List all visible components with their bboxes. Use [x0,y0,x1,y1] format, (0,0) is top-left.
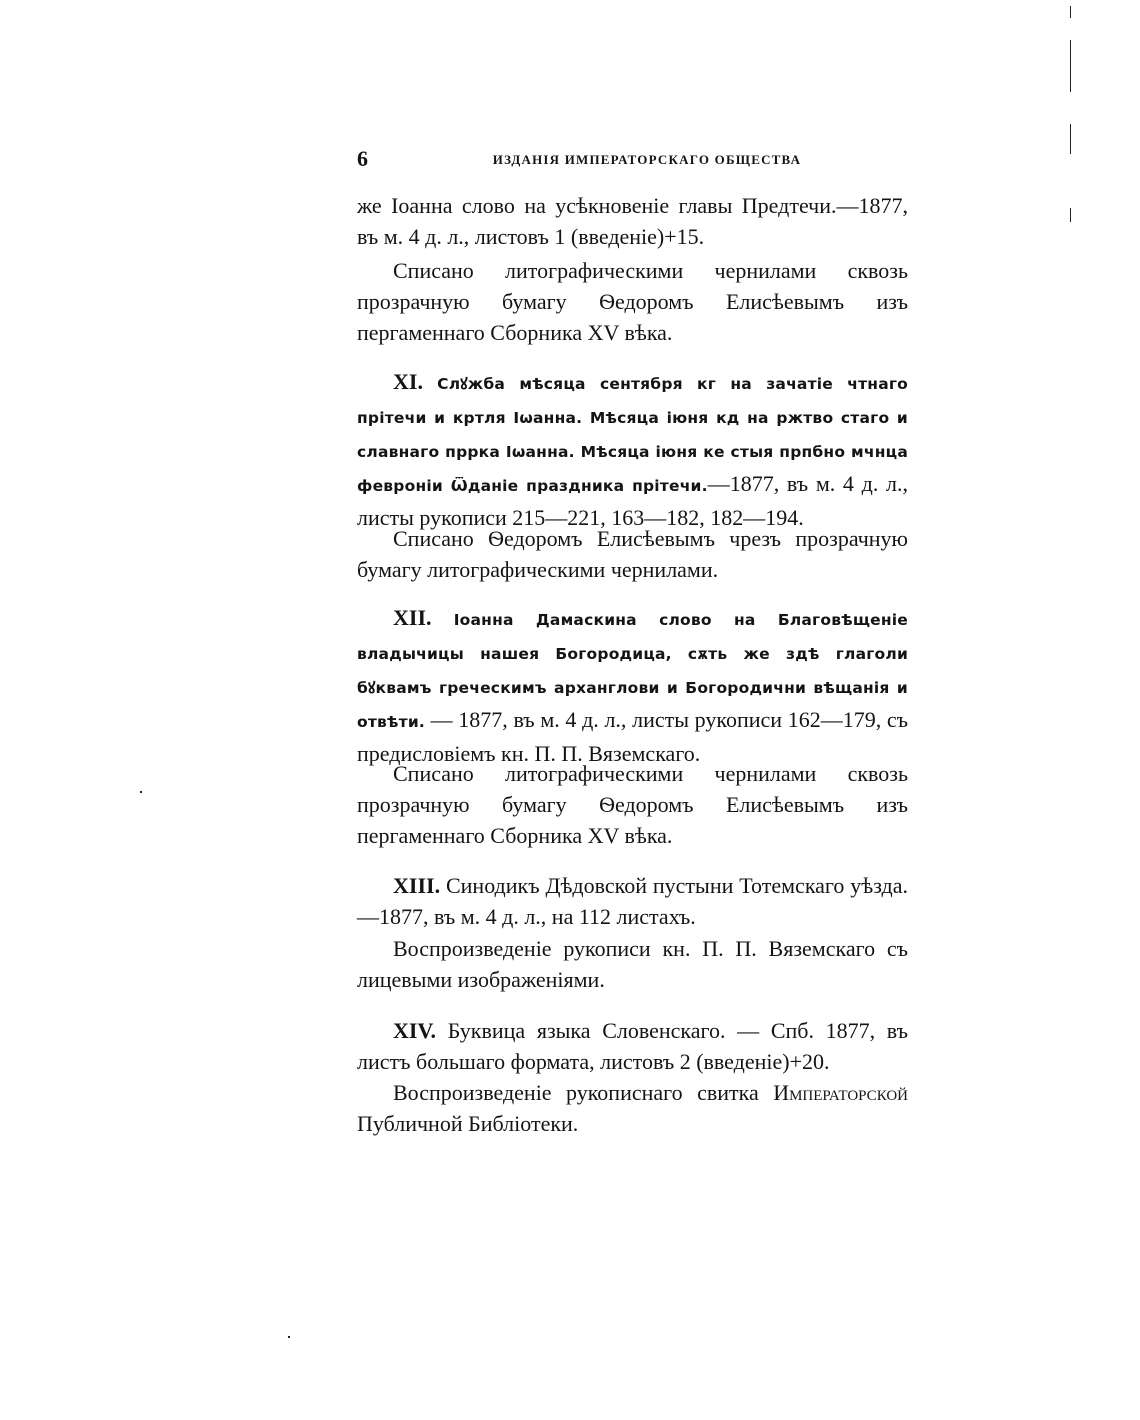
entry-number: XIV. [393,1018,437,1043]
entry-title: Буквица языка Словенскаго. — Спб. 1877, въ листъ большаго формата, листовъ 2 (введеніе)+20. [357,1018,909,1074]
entry-details: —1877, въ м. 4 д. л., листы рукописи 215—221, 163—182, 182—194. [357,471,908,530]
entry-number: XII. [393,605,432,630]
entry-note-text: Воспроизведеніе рукописи кн. П. П. Вяземскаго съ лицевыми изображеніями. [357,936,908,992]
entry-note [357,255,908,348]
entry-note [357,523,908,585]
page-header [357,146,908,176]
entry-continuation [357,190,908,252]
scan-dot [140,791,142,793]
entry-title-church-slavonic: Слꙋжба мѣсяца сентября кг на зачатіе чтнаго прітечи и кртля Іѡанна. Мѣсяца іюня кд на ржтво стаго и славнаго прркa Іѡанна. Мѣсяца іюня ке стыя прпбно мчнца февроніи Ѿданіе праздника прітечи. [357,375,909,495]
entry-title-church-slavonic: Іоанна Дамаскина слово на Благовѣщеніе владычицы нашея Богородица, сѫть же здѣ глаголи бꙋквамъ греческимъ арханглови и Богородични вѣщанія и отвѣти. [357,611,909,731]
page-number: 6 [357,146,368,171]
entry-note-text: Списано литографическими чернилами сквозь прозрачную бумагу Ѳедоромъ Елисѣевымъ изъ пергаменнаго Сборника XV вѣка. [357,258,908,345]
scan-dot [288,1336,290,1338]
entry-details: — 1877, въ м. 4 д. л., листы рукописи 162—179, съ предисловіемъ кн. П. П. Вяземскаго. [357,707,908,766]
running-title: ИЗДАНІЯ ИМПЕРАТОРСКАГО ОБЩЕСТВА [492,152,802,167]
entry-note [357,933,908,995]
entry-note-small-caps: Императорской [773,1080,908,1105]
entry-note [357,758,908,851]
entry-xiv [357,1015,908,1077]
entry-xi [357,366,908,533]
entry-note-text: Списано литографическими чернилами сквозь прозрачную бумагу Ѳедоромъ Елисѣевымъ изъ пергаменнаго Сборника XV вѣка. [357,761,908,848]
entry-xiii [357,870,908,932]
entry-title: Синодикъ Дѣдовской пустыни Тотемскаго уѣзда.—1877, въ м. 4 д. л., на 112 листахъ. [357,873,908,929]
scan-mark [1070,40,1071,92]
entry-note-text-a: Воспроизведеніе рукописнаго свитка [393,1080,774,1105]
entry-note [357,1077,908,1139]
entry-continuation-text: же Іоанна слово на усѣкновеніе главы Предтечи.—1877, въ м. 4 д. л., листовъ 1 (введеніе)+15. [357,193,908,249]
scan-mark [1070,6,1071,18]
entry-note-text-b: Публичной Библіотеки. [357,1111,579,1136]
entry-number: XI. [393,369,423,394]
entry-xii [357,602,908,769]
scan-mark [1070,124,1071,154]
entry-number: XIII. [393,873,441,898]
entry-note-text: Списано Ѳедоромъ Елисѣевымъ чрезъ прозрачную бумагу литографическими чернилами. [357,526,908,582]
scan-mark [1070,208,1071,222]
